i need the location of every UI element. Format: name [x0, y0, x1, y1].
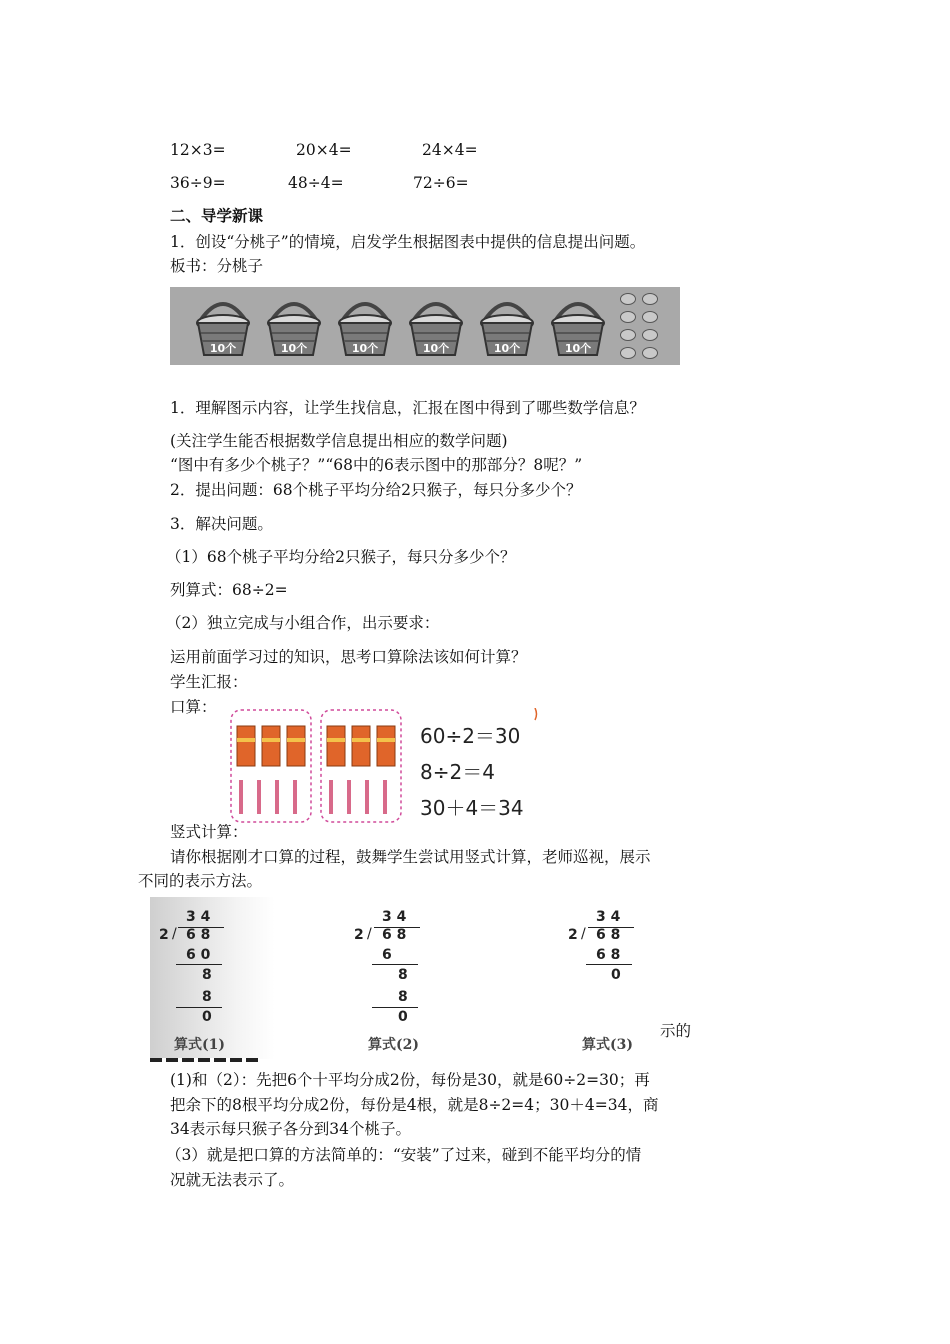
body-text: （1）68个桃子平均分给2只猴子，每只分多少个？ — [166, 548, 516, 566]
step-value: 8 — [202, 989, 212, 1005]
warmup-item: 48÷4= — [288, 174, 344, 192]
basket-label: 10个 — [422, 342, 450, 355]
step-line — [586, 964, 632, 965]
body-text: 不同的表示方法。 — [138, 872, 263, 890]
step-line — [176, 1007, 222, 1008]
vertical-division-figure — [150, 897, 660, 1059]
peach-icon — [620, 311, 636, 323]
body-text: 3．解决问题。 — [170, 515, 273, 533]
body-text: 运用前面学习过的知识，思考口算除法该如何计算？ — [170, 648, 527, 666]
explain-line: 34表示每只猴子各分到34个桃子。 — [170, 1120, 411, 1138]
explain-line: 把余下的8根平均分成2份，每份是4根，就是8÷2=4；30＋4=34，商 — [170, 1096, 659, 1114]
peach-icon — [620, 347, 636, 359]
step-value: 6 8 — [596, 947, 621, 963]
body-text: 1．理解图示内容，让学生找信息，汇报在图中得到了哪些数学信息？ — [170, 399, 645, 417]
body-text: （2）独立完成与小组合作，出示要求： — [166, 614, 440, 632]
step-value: 0 — [611, 967, 621, 983]
stick-icon — [329, 780, 333, 814]
bundle-icon — [352, 726, 370, 766]
bundle-icon — [237, 726, 255, 766]
step-line — [176, 964, 222, 965]
step-line — [372, 964, 418, 965]
peach-icon — [620, 329, 636, 341]
clipped-text-fragment — [150, 1058, 260, 1062]
section-title: 二、导学新课 — [170, 206, 264, 225]
body-text: 口算： — [170, 698, 217, 716]
step-value: 8 — [398, 967, 408, 983]
bracket-icon: / — [172, 926, 177, 942]
divisor: 2 — [354, 927, 364, 943]
stick-icon — [347, 780, 351, 814]
section-heading: 竖式计算： — [170, 823, 248, 841]
peach-icon — [642, 347, 658, 359]
stick-icon — [239, 780, 243, 814]
basket-label: 10个 — [280, 342, 308, 355]
quotient: 3 4 — [596, 909, 621, 925]
oral-equation: 60÷2＝30 — [420, 724, 521, 748]
warmup-item: 24×4= — [422, 141, 478, 159]
step-value: 8 — [398, 989, 408, 1005]
bracket-icon: / — [367, 926, 372, 942]
dividend: 6 8 — [186, 927, 211, 943]
quotient: 3 4 — [382, 909, 407, 925]
step-value: 6 — [382, 947, 392, 963]
peach-icon — [642, 293, 658, 305]
step-value: 6 0 — [186, 947, 211, 963]
stick-icon — [257, 780, 261, 814]
step-value: 0 — [398, 1009, 408, 1025]
body-text: “图中有多少个桃子？”“68中的6表示图中的那部分？8呢？” — [170, 456, 583, 474]
peach-icon — [642, 311, 658, 323]
explain-line: 况就无法表示了。 — [170, 1171, 295, 1189]
method-caption: 算式(1) — [174, 1037, 225, 1053]
explain-line: （3）就是把口算的方法简单的：“安装”了过来，碰到不能平均分的情 — [166, 1146, 642, 1164]
quotient: 3 4 — [186, 909, 211, 925]
method-caption: 算式(3) — [582, 1037, 633, 1053]
step-line — [372, 1007, 418, 1008]
basket-label: 10个 — [564, 342, 592, 355]
basket-label: 10个 — [209, 342, 237, 355]
stick-icon — [365, 780, 369, 814]
body-text: 2．提出问题：68个桃子平均分给2只猴子，每只分多少个？ — [170, 481, 582, 499]
peach-icon — [642, 329, 658, 341]
stick-icon — [383, 780, 387, 814]
basket-label: 10个 — [493, 342, 521, 355]
body-text: 学生汇报： — [170, 673, 248, 691]
bundle-icon — [287, 726, 305, 766]
intro-line: 1．创设“分桃子”的情境，启发学生根据图表中提供的信息提出问题。 — [170, 233, 646, 251]
divisor: 2 — [159, 927, 169, 943]
warmup-item: 72÷6= — [413, 174, 469, 192]
oral-calculation-figure — [229, 708, 539, 824]
warmup-item: 12×3= — [170, 141, 226, 159]
bundle-icon — [377, 726, 395, 766]
dividend: 6 8 — [596, 927, 621, 943]
body-text: (关注学生能否根据数学信息提出相应的数学问题) — [170, 432, 508, 450]
bundle-icon — [262, 726, 280, 766]
body-text: 请你根据刚才口算的过程，鼓舞学生尝试用竖式计算，老师巡视，展示 — [170, 848, 651, 866]
stick-icon — [293, 780, 297, 814]
body-text: 列算式：68÷2= — [170, 581, 288, 599]
warmup-item: 36÷9= — [170, 174, 226, 192]
bundle-icon — [327, 726, 345, 766]
board-title: 板书：分桃子 — [170, 257, 264, 275]
oral-equation: 8÷2＝4 — [420, 760, 495, 784]
step-value: 8 — [202, 967, 212, 983]
method-caption: 算式(2) — [368, 1037, 419, 1053]
step-value: 0 — [202, 1009, 212, 1025]
warmup-item: 20×4= — [296, 141, 352, 159]
peach-basket-figure — [170, 287, 680, 365]
explain-line: (1)和（2）：先把6个十平均分成2份，每份是30，就是60÷2=30；再 — [170, 1071, 650, 1089]
peach-icon — [620, 293, 636, 305]
bracket-icon: / — [581, 926, 586, 942]
basket-label: 10个 — [351, 342, 379, 355]
oral-equation: 30＋4＝34 — [420, 796, 524, 820]
divisor: 2 — [568, 927, 578, 943]
dividend: 6 8 — [382, 927, 407, 943]
trailing-fragment: 示的 — [660, 1022, 692, 1040]
stick-icon — [275, 780, 279, 814]
